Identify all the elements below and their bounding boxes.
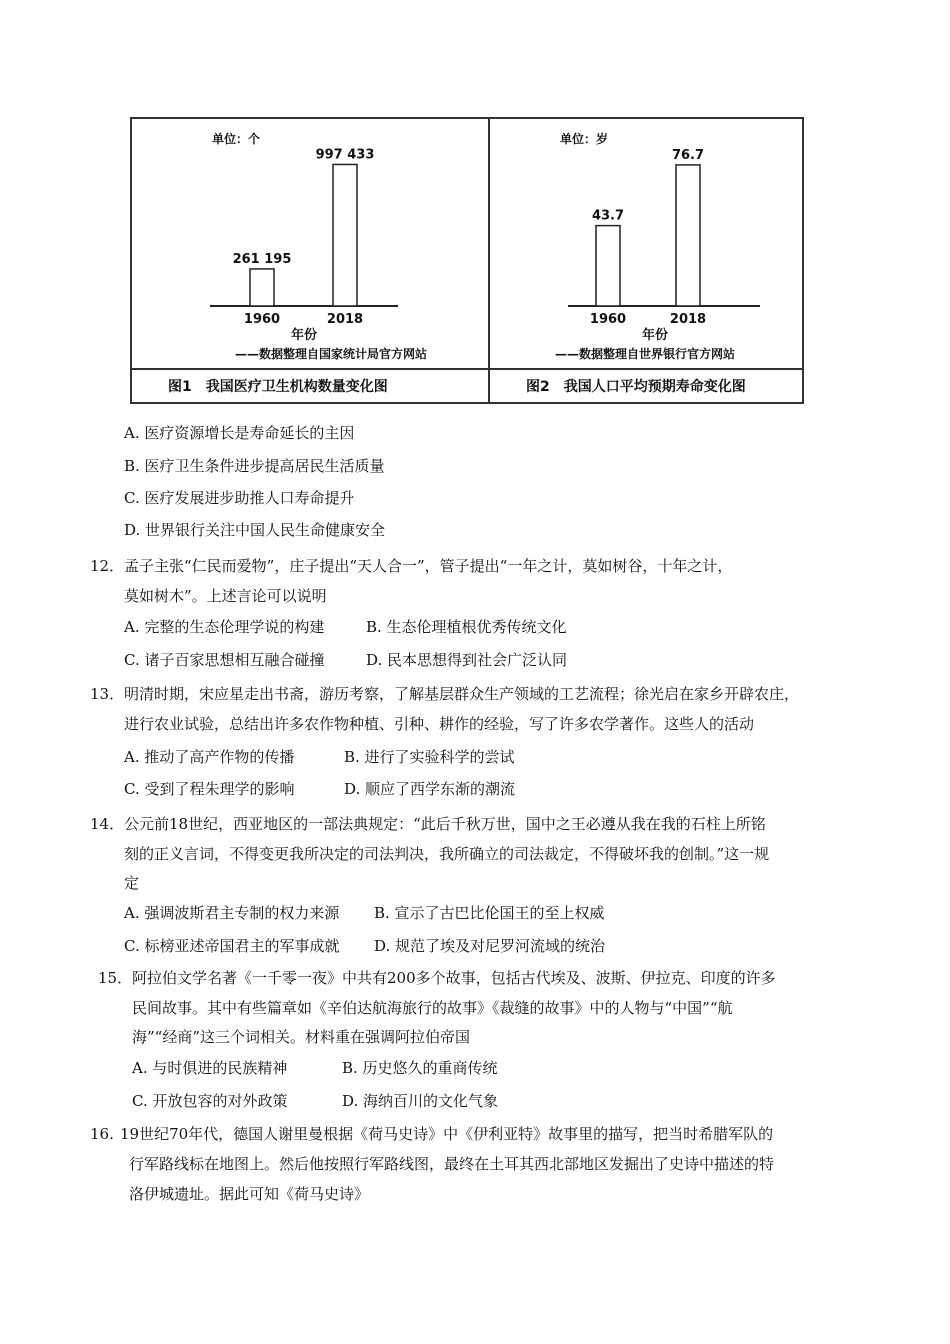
q14-option-d[interactable]: D. 规范了埃及对尼罗河流域的统治	[374, 937, 606, 955]
figure1-value-label-1960: 261 195	[232, 251, 292, 267]
figure2-x-axis-label: 年份	[641, 328, 669, 343]
q14-stem-line-1: 公元前18世纪，西亚地区的一部法典规定：“此后千秋万世，国中之王必遵从我在我的石柱上所铭	[124, 815, 766, 833]
figure2-bar-1960	[596, 226, 620, 306]
q15-stem-line-1: 阿拉伯文学名著《一千零一夜》中共有200多个故事，包括古代埃及、波斯、伊拉克、印度的许多	[132, 969, 776, 987]
figure2-bar-2018	[676, 165, 700, 306]
q14-option-a[interactable]: A. 强调波斯君主专制的权力来源	[124, 904, 340, 922]
q11-option-b[interactable]: B. 医疗卫生条件进步提高居民生活质量	[124, 457, 385, 475]
q13-option-b[interactable]: B. 进行了实验科学的尝试	[344, 748, 515, 766]
q12-option-c[interactable]: C. 诸子百家思想相互融合碰撞	[124, 651, 325, 669]
figure-box	[130, 117, 804, 404]
q14-stem-line-3: 定	[124, 874, 140, 892]
q14-option-c[interactable]: C. 标榜亚述帝国君主的军事成就	[124, 937, 340, 955]
q15-stem-line-3: 海”“经商”这三个词相关。材料重在强调阿拉伯帝国	[132, 1028, 471, 1046]
figure2-unit-label: 单位：岁	[560, 132, 609, 146]
q16-stem-line-1: 19世纪70年代，德国人谢里曼根据《荷马史诗》中《伊利亚特》故事里的描写，把当时希腊军队的	[120, 1125, 774, 1143]
figure2-tick-label-1960: 1960	[589, 312, 627, 327]
figure1-panel	[132, 119, 490, 402]
q12-option-a[interactable]: A. 完整的生态伦理学说的构建	[124, 618, 325, 636]
q12-option-b[interactable]: B. 生态伦理植根优秀传统文化	[366, 618, 567, 636]
figure2-caption-num: 图2	[526, 379, 550, 395]
q13-option-a[interactable]: A. 推动了高产作物的传播	[124, 748, 295, 766]
q12-stem-line-2: 莫如树木”。上述言论可以说明	[124, 587, 327, 605]
q15-stem-line-2: 民间故事。其中有些篇章如《辛伯达航海旅行的故事》《裁缝的故事》中的人物与“中国”“航	[132, 999, 733, 1017]
figure1-caption	[132, 368, 488, 402]
q16-number: 16.	[90, 1125, 114, 1143]
q16-stem-line-2: 行军路线标在地图上。然后他按照行军路线图，最终在土耳其西北部地区发掘出了史诗中描述的特	[129, 1155, 775, 1173]
figure1-chart	[132, 119, 488, 369]
q14-number: 14．	[90, 815, 125, 833]
q16-stem-line-3: 洛伊城遗址。据此可知《荷马史诗》	[129, 1185, 370, 1203]
figure1-x-axis-label: 年份	[290, 328, 318, 343]
q13-option-d[interactable]: D. 顺应了西学东渐的潮流	[344, 780, 516, 798]
figure1-source-note: ——数据整理自国家统计局官方网站	[234, 347, 428, 361]
q15-option-b[interactable]: B. 历史悠久的重商传统	[342, 1059, 498, 1077]
q13-stem-line-1: 明清时期，宋应星走出书斋，游历考察，了解基层群众生产领域的工艺流程；徐光启在家乡开辟农庄，	[124, 685, 800, 703]
q15-option-d[interactable]: D. 海纳百川的文化气象	[342, 1092, 499, 1110]
q11-option-a[interactable]: A. 医疗资源增长是寿命延长的主因	[124, 424, 355, 442]
figure1-caption-text: 我国医疗卫生机构数量变化图	[205, 379, 388, 395]
figure1-bar-2018	[333, 164, 357, 306]
q11-option-d[interactable]: D. 世界银行关注中国人民生命健康安全	[124, 521, 386, 539]
figure2-source-note: ——数据整理自世界银行官方网站	[554, 347, 736, 361]
figure2-panel	[490, 119, 802, 402]
q12-number: 12．	[90, 557, 125, 575]
figure1-value-label-2018: 997 433	[315, 147, 375, 163]
figure1-caption-num: 图1	[168, 379, 192, 395]
figure2-caption	[490, 368, 802, 402]
figure2-value-label-1960: 43.7	[591, 208, 625, 224]
q13-option-c[interactable]: C. 受到了程朱理学的影响	[124, 780, 295, 798]
q11-option-c[interactable]: C. 医疗发展进步助推人口寿命提升	[124, 489, 355, 507]
figure2-caption-text: 我国人口平均预期寿命变化图	[563, 379, 746, 395]
q15-number: 15．	[98, 969, 133, 987]
q13-number: 13．	[90, 685, 125, 703]
q12-stem-line-1: 孟子主张“仁民而爱物”，庄子提出“天人合一”，管子提出“一年之计，莫如树谷，十年之计，	[124, 557, 733, 575]
figure1-tick-label-1960: 1960	[243, 312, 281, 327]
q15-option-c[interactable]: C. 开放包容的对外政策	[132, 1092, 288, 1110]
figure2-chart	[490, 119, 802, 369]
q14-option-b[interactable]: B. 宣示了古巴比伦国王的至上权威	[374, 904, 605, 922]
figure1-bar-1960	[250, 269, 274, 306]
q12-option-d[interactable]: D. 民本思想得到社会广泛认同	[366, 651, 568, 669]
figure1-tick-label-2018: 2018	[326, 312, 364, 327]
figure1-unit-label: 单位：个	[212, 132, 261, 146]
q13-stem-line-2: 进行农业试验，总结出许多农作物种植、引种、耕作的经验，写了许多农学著作。这些人的活动	[124, 715, 755, 733]
q15-option-a[interactable]: A. 与时俱进的民族精神	[132, 1059, 288, 1077]
figure2-value-label-2018: 76.7	[671, 147, 705, 163]
q14-stem-line-2: 刻的正义言词，不得变更我所决定的司法判决，我所确立的司法裁定，不得破坏我的创制。”这一规	[124, 845, 770, 863]
figure2-tick-label-2018: 2018	[669, 312, 707, 327]
